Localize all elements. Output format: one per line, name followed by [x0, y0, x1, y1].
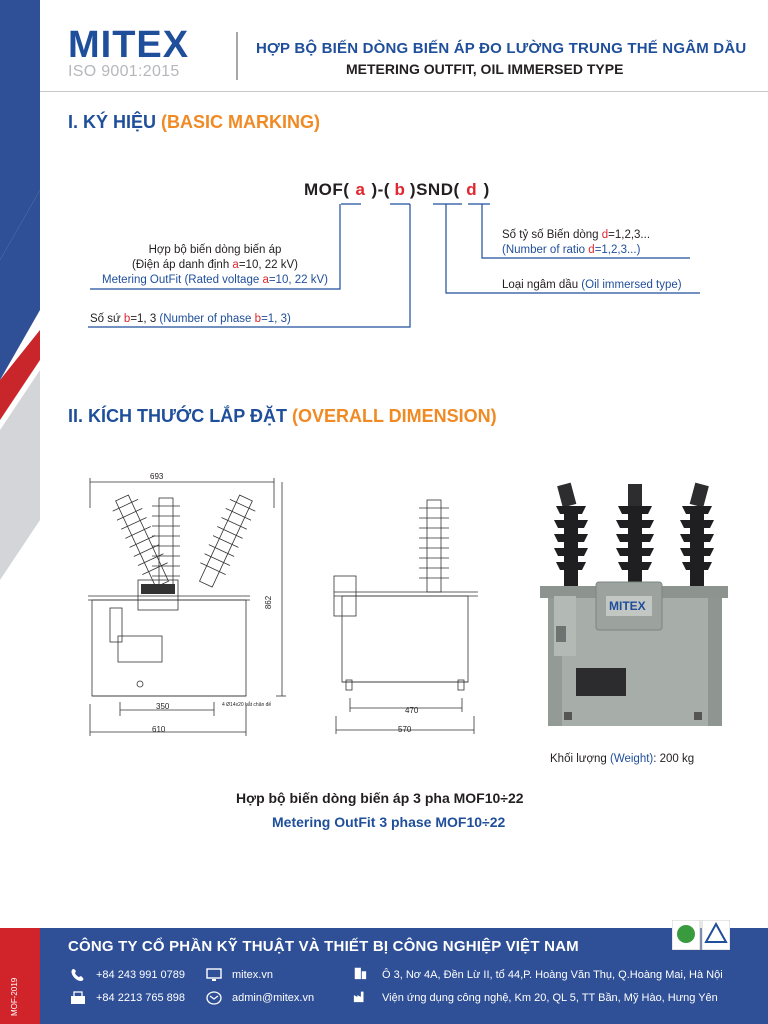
annotation-a: Hợp bộ biến dòng biến áp (Điện áp danh định a=10, 22 kV) Metering OutFit (Rated voltage a=10, 22 kV)	[102, 244, 328, 286]
dim-front-base-outer: 610	[152, 725, 166, 734]
code-part: )SND(	[409, 180, 460, 199]
footer-red-strip	[0, 928, 40, 1024]
iso-certification: ISO 9001:2015	[68, 63, 180, 80]
annotation-b: Số sứ b=1, 3 (Number of phase b=1, 3)	[90, 313, 291, 325]
section2-title-vn: II. KÍCH THƯỚC LẮP ĐẶT	[68, 406, 287, 426]
code-part: )-(	[371, 180, 390, 199]
mitex-logo: MITEX	[68, 24, 190, 66]
footer-phone1[interactable]: +84 243 991 0789	[96, 969, 186, 981]
section2-title-en: (OVERALL DIMENSION)	[291, 406, 497, 426]
fax-icon	[70, 991, 86, 1005]
dim-side-base-outer: 570	[398, 725, 412, 734]
doc-code: MOF-2019	[10, 977, 19, 1016]
header-title-en: METERING OUTFIT, OIL IMMERSED TYPE	[346, 61, 624, 77]
front-nameplate	[141, 584, 175, 594]
footer-company: CÔNG TY CỔ PHẦN KỸ THUẬT VÀ THIẾT BỊ CÔNG NGHIỆP VIỆT NAM	[68, 938, 579, 955]
annotation-d: Số tỷ số Biến dòng d=1,2,3... (Number of ratio d=1,2,3...)	[502, 229, 651, 256]
phone-icon	[70, 968, 86, 982]
footer-email[interactable]: admin@mitex.vn	[232, 992, 315, 1004]
dim-hole-note: 4 Ø14x20 bắt chân đế	[222, 702, 272, 708]
code-var-b: b	[394, 180, 406, 199]
caption-vn: Hợp bộ biến dòng biến áp 3 pha MOF10÷22	[236, 790, 524, 806]
front-view-drawing	[78, 468, 290, 740]
side-view-drawing	[326, 480, 486, 740]
building-icon	[352, 966, 368, 980]
monitor-icon	[206, 968, 222, 982]
footer-website[interactable]: mitex.vn	[232, 969, 273, 981]
certification-badges-icon	[672, 920, 730, 950]
dim-front-base-inner: 350	[156, 702, 170, 711]
code-part: )	[483, 180, 490, 199]
footer-address1: Ô 3, Nơ 4A, Đền Lừ II, tổ 44,P. Hoàng Văn Thụ, Q.Hoàng Mai, Hà Nội	[382, 969, 723, 981]
email-icon	[206, 991, 222, 1005]
code-part: MOF(	[304, 180, 350, 199]
caption-en: Metering OutFit 3 phase MOF10÷22	[272, 814, 506, 830]
header-title-vn: HỢP BỘ BIẾN DÒNG BIẾN ÁP ĐO LƯỜNG TRUNG THẾ NGÂM DẦU	[256, 40, 747, 57]
dim-front-height: 862	[264, 595, 274, 610]
weight-label: Khối lượng (Weight): 200 kg	[550, 753, 695, 765]
factory-icon	[352, 989, 368, 1003]
section1-title-en: (BASIC MARKING)	[161, 112, 321, 132]
plate-logo: MITEX	[609, 599, 646, 613]
footer-phone2[interactable]: +84 2213 765 898	[96, 992, 186, 1004]
dim-front-width: 693	[150, 472, 164, 481]
code-var-a: a	[355, 180, 366, 199]
dim-side-base-inner: 470	[405, 706, 419, 715]
footer-address2: Viện ứng dụng công nghệ, Km 20, QL 5, TT Bần, Mỹ Hào, Hưng Yên	[382, 992, 718, 1004]
section1-title-vn: I. KÝ HIỆU	[68, 112, 157, 132]
section2-title	[68, 406, 497, 427]
code-var-d: d	[466, 180, 478, 199]
annotation-oil: Loại ngâm dầu (Oil immersed type)	[502, 279, 682, 291]
